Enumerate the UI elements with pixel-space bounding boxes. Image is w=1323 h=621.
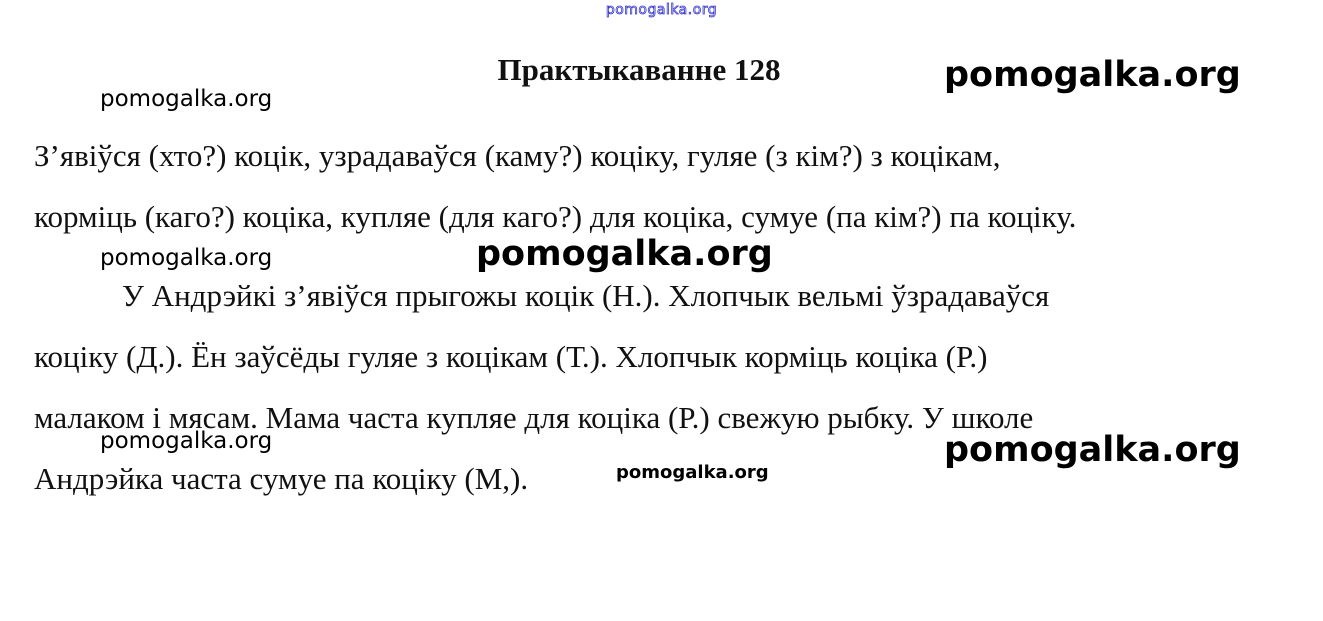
top-watermark: pomogalka.org [605, 2, 718, 18]
paragraph-line: З’явіўся (хто?) коцік, узрадаваўся (каму?) коціку, гуляе (з кім?) з коцікам, [34, 138, 1001, 173]
watermark: pomogalka.org [944, 55, 1241, 95]
paragraph-line: малаком і мясам. Мама часта купляе для коціка (Р.) свежую рыбку. У школе [34, 400, 1034, 435]
exercise-title: Практыкаванне 128 [497, 52, 781, 87]
paragraph-line: Андрэйка часта сумуе па коціку (М,). [34, 461, 529, 496]
watermark: pomogalka.org [100, 428, 273, 454]
paragraph-line: У Андрэйкі з’явіўся прыгожы коцік (Н.). Хлопчык вельмі ўзрадаваўся [122, 278, 1050, 313]
watermark: pomogalka.org [100, 86, 273, 112]
paragraph-questions [34, 125, 1076, 247]
watermark: pomogalka.org [100, 245, 273, 271]
watermark: pomogalka.org [476, 234, 773, 274]
paragraph-line: корміць (каго?) коціка, купляе (для каго?) для коціка, сумуе (па кім?) па коціку. [34, 199, 1077, 234]
watermark: pomogalka.org [616, 462, 769, 483]
paragraph-line: коціку (Д.). Ён заўсёды гуляе з коцікам (Т.). Хлопчык корміць коціка (Р.) [34, 339, 988, 374]
paragraph-story [34, 265, 1049, 509]
watermark: pomogalka.org [944, 430, 1241, 470]
